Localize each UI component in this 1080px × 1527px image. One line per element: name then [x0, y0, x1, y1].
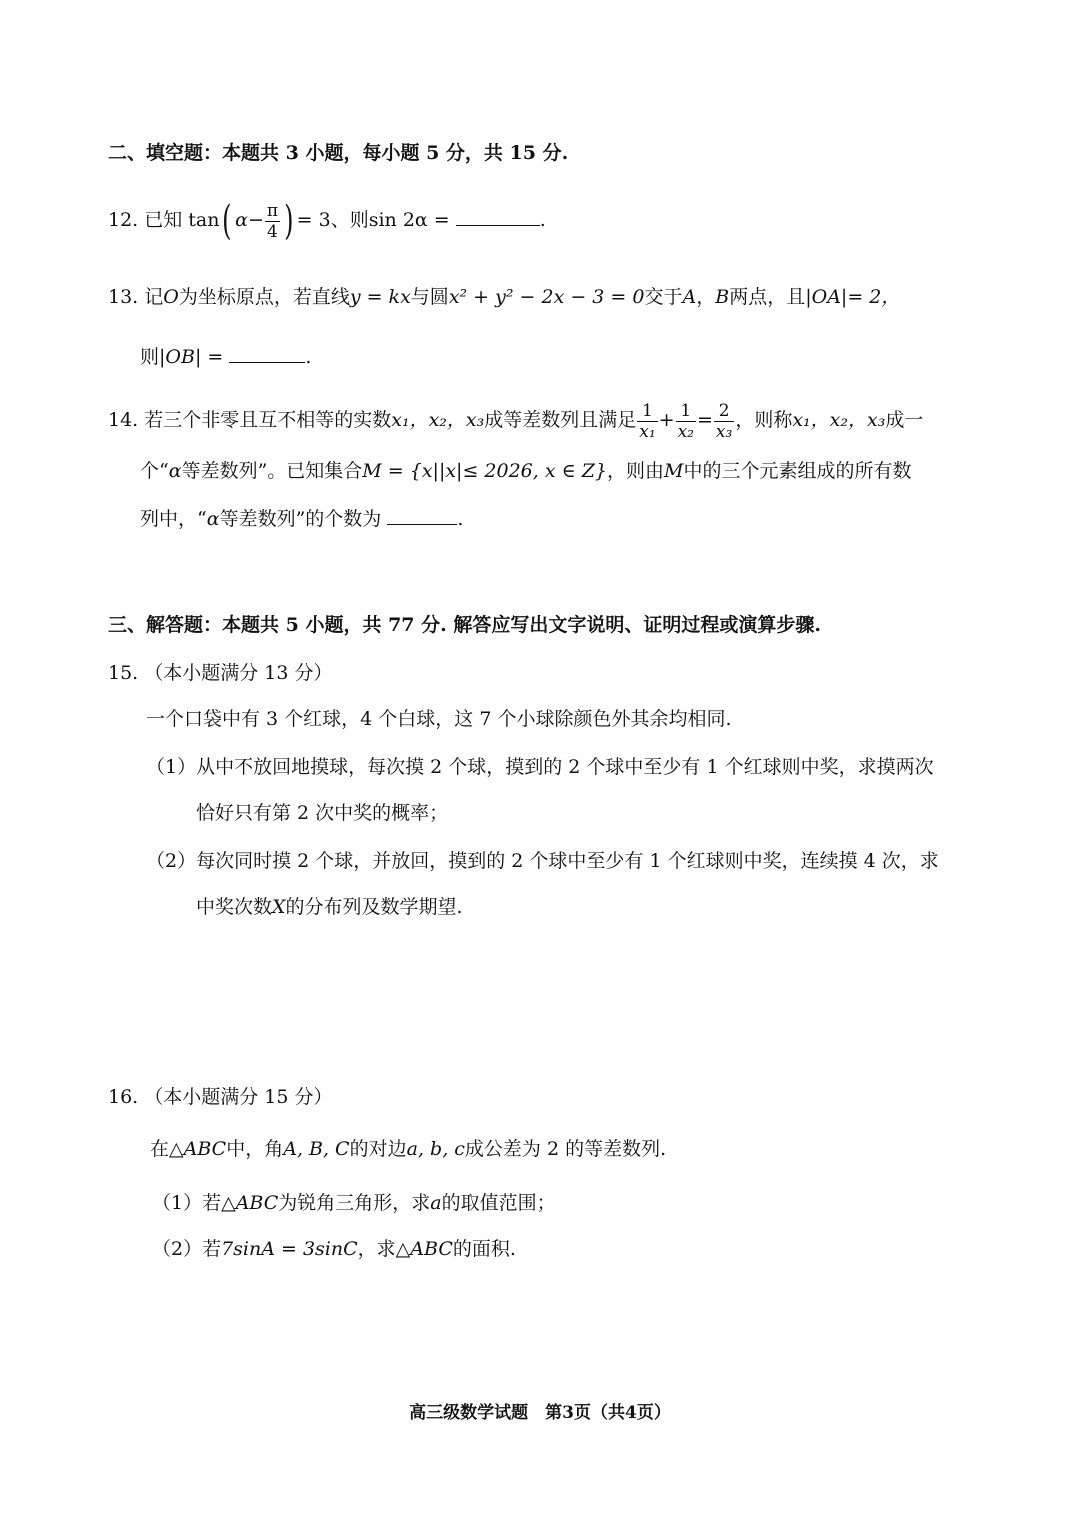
question-15-stem: 一个口袋中有 3 个红球，4 个白球，这 7 个小球除颜色外其余均相同.: [146, 708, 732, 730]
fraction-1-over-x2: $\frac{1}{\text{x₂}}$: [677, 400, 694, 442]
question-15-part-2-line-2: 中奖次数X的分布列及数学期望.: [196, 896, 463, 918]
pi-over-4-fraction: $\frac{\pi}{4}$: [266, 200, 279, 242]
question-15-header: 15. （本小题满分 13 分）: [108, 658, 332, 688]
question-16-part-2: （2）若7sinA = 3sinC，求△ABC的面积.: [152, 1238, 516, 1260]
question-16-part-1: （1）若△ABC为锐角三角形，求a的取值范围；: [152, 1192, 556, 1214]
fraction-1-over-x1: $\frac{1}{\text{x₁}}$: [639, 400, 656, 442]
section-2-heading: 二、填空题：本题共 3 小题，每小题 5 分，共 15 分.: [108, 142, 569, 164]
question-15-part-2-line-1: （2）每次同时摸 2 个球，并放回，摸到的 2 个球中至少有 1 个红球则中奖，连续摸 4 次，求: [146, 850, 939, 872]
answer-blank-13[interactable]: [229, 342, 305, 363]
question-14-line-2: 个“α等差数列”。已知集合M = {x||x|≤ 2026, x ∈ Z}，则由M中的三个元素组成的所有数: [140, 460, 912, 482]
right-paren: ): [284, 198, 294, 244]
question-13-line-2: 则|OB| = .: [140, 342, 311, 372]
left-paren: (: [222, 198, 232, 244]
question-14-line-1: 14. 若三个非零且互不相等的实数x₁，x₂，x₃成等差数列且满足 $\frac{1}{\text{x₁}}$ + $\frac{1}{\text{x₂}}$ = $\frac{2}{\text{x₃}}$ ，则称x₁，x₂，x₃成一: [108, 396, 923, 444]
fraction-2-over-x3: $\frac{2}{\text{x₃}}$: [715, 400, 733, 442]
question-16-header: 16. （本小题满分 15 分）: [108, 1082, 332, 1112]
answer-blank-12[interactable]: [456, 205, 540, 226]
question-15-part-1-line-2: 恰好只有第 2 次中奖的概率；: [196, 802, 449, 824]
question-15-number: 15.: [108, 662, 139, 684]
question-14-line-3: 列中，“α等差数列”的个数为 .: [140, 504, 463, 534]
question-15-part-1-line-1: （1）从中不放回地摸球，每次摸 2 个球，摸到的 2 个球中至少有 1 个红球则中奖，求摸两次: [146, 756, 934, 778]
answer-blank-14[interactable]: [387, 504, 457, 525]
question-13-line-1: 13. 记O为坐标原点，若直线y = kx与圆x² + y² − 2x − 3 = 0交于A，B两点，且|OA|= 2，: [108, 282, 900, 312]
question-16-number: 16.: [108, 1086, 139, 1108]
question-12: 12. 已知 tan( α− $\frac{\pi}{4}$ ) = 3、则sin 2α = .: [108, 188, 546, 252]
page-footer: 高三级数学试题 第3页（共4页）: [409, 1403, 671, 1423]
section-3-heading: 三、解答题：本题共 5 小题，共 77 分. 解答应写出文字说明、证明过程或演算步骤.: [108, 614, 821, 636]
question-12-number: 12.: [108, 209, 139, 231]
question-14-number: 14.: [108, 409, 139, 431]
question-16-stem: 在△ABC中，角A, B, C的对边a, b, c成公差为 2 的等差数列.: [150, 1138, 667, 1160]
question-13-number: 13.: [108, 286, 139, 308]
